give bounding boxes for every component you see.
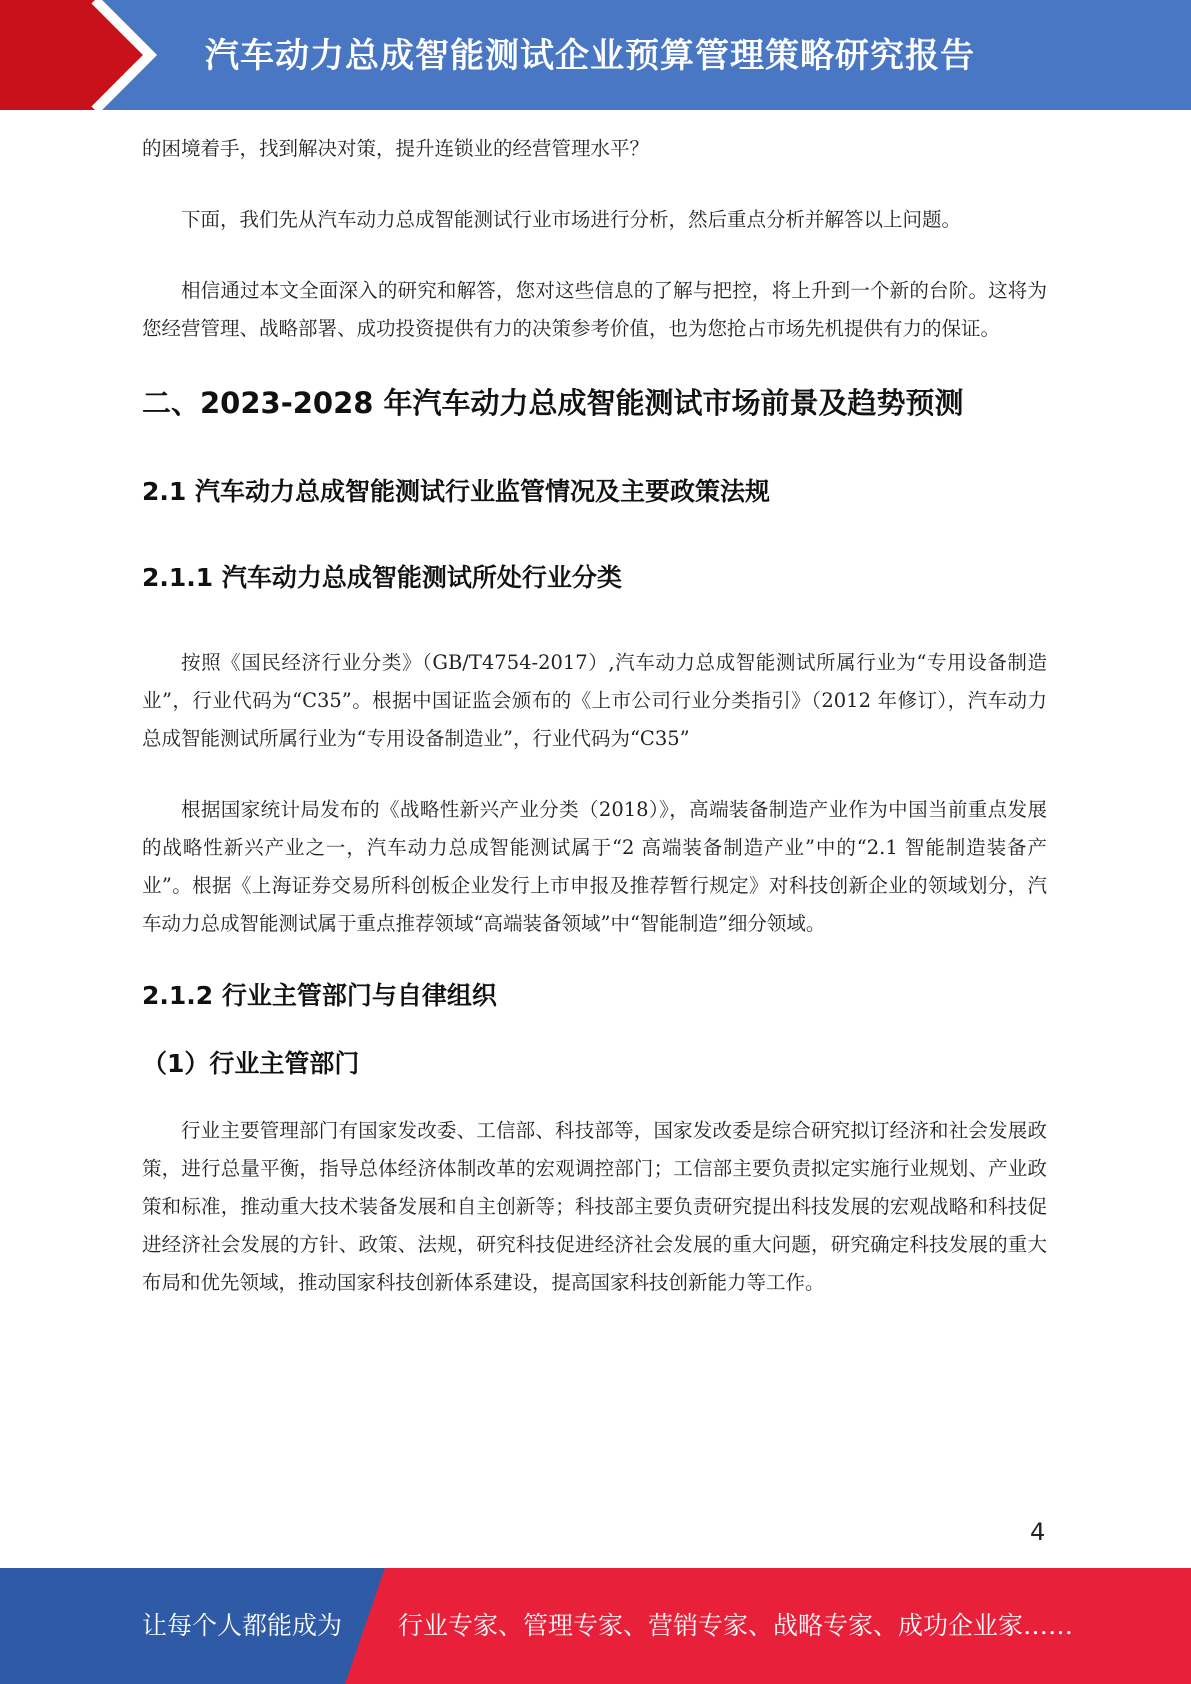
subsubsection-heading: 2.1.1 汽车动力总成智能测试所处行业分类	[142, 563, 622, 592]
paragraph-strategic-industry: 根据国家统计局发布的《战略性新兴产业分类（2018）》，高端装备制造产业作为中国当前重点发展的战略性新兴产业之一，汽车动力总成智能测试属于“2 高端装备制造产业”中的“2.1 智能制造装备产业”。根据《上海证券交易所科创板企业发行上市申报及推荐暂行规定》对科技创新企业的领域划分，汽车动力总成智能测试属于重点推荐领域“高端装备领域”中“智能制造”细分领域。	[142, 798, 1047, 935]
paragraph-value-statement: 相信通过本文全面深入的研究和解答，您对这些信息的了解与把控，将上升到一个新的台阶。这将为您经营管理、战略部署、成功投资提供有力的决策参考价值，也为您抢占市场先机提供有力的保证。	[142, 279, 1047, 340]
page-footer	[0, 1568, 1191, 1684]
header-red-chevron	[0, 0, 150, 110]
paragraph-intro-end: 的困境着手，找到解决对策，提升连锁业的经营管理水平？	[142, 137, 650, 160]
section-heading: 二、2023-2028 年汽车动力总成智能测试市场前景及趋势预测	[142, 386, 964, 420]
paragraph-industry-classification: 按照《国民经济行业分类》（GB/T4754-2017）,汽车动力总成智能测试所属行业为“专用设备制造业”，行业代码为“C35”。根据中国证监会颁布的《上市公司行业分类指引》（2012 年修订），汽车动力总成智能测试所属行业为“专用设备制造业”，行业代码为“C35”	[142, 651, 1047, 750]
item-heading: （1）行业主管部门	[142, 1049, 360, 1078]
subsection-heading: 2.1 汽车动力总成智能测试行业监管情况及主要政策法规	[142, 477, 770, 506]
page-header	[0, 0, 1191, 110]
footer-slogan-left: 让每个人都能成为	[142, 1611, 343, 1640]
subsubsection-heading: 2.1.2 行业主管部门与自律组织	[142, 981, 497, 1010]
paragraph-regulators: 行业主要管理部门有国家发改委、工信部、科技部等，国家发改委是综合研究拟订经济和社会发展政策，进行总量平衡，指导总体经济体制改革的宏观调控部门；工信部主要负责拟定实施行业规划、产业政策和标准，推动重大技术装备发展和自主创新等；科技部主要负责研究提出科技发展的宏观战略和科技促进经济社会发展的方针、政策、法规，研究科技促进经济社会发展的重大问题，研究确定科技发展的重大布局和优先领域，推动国家科技创新体系建设，提高国家科技创新能力等工作。	[142, 1119, 1047, 1294]
page-number: 4	[1030, 1518, 1046, 1546]
footer-slogan-right: 行业专家、管理专家、营销专家、战略专家、成功企业家……	[398, 1611, 1074, 1640]
paragraph-analysis-plan: 下面，我们先从汽车动力总成智能测试行业市场进行分析，然后重点分析并解答以上问题。	[181, 208, 962, 231]
document-title: 汽车动力总成智能测试企业预算管理策略研究报告	[205, 36, 975, 76]
document-body	[142, 130, 1047, 1335]
